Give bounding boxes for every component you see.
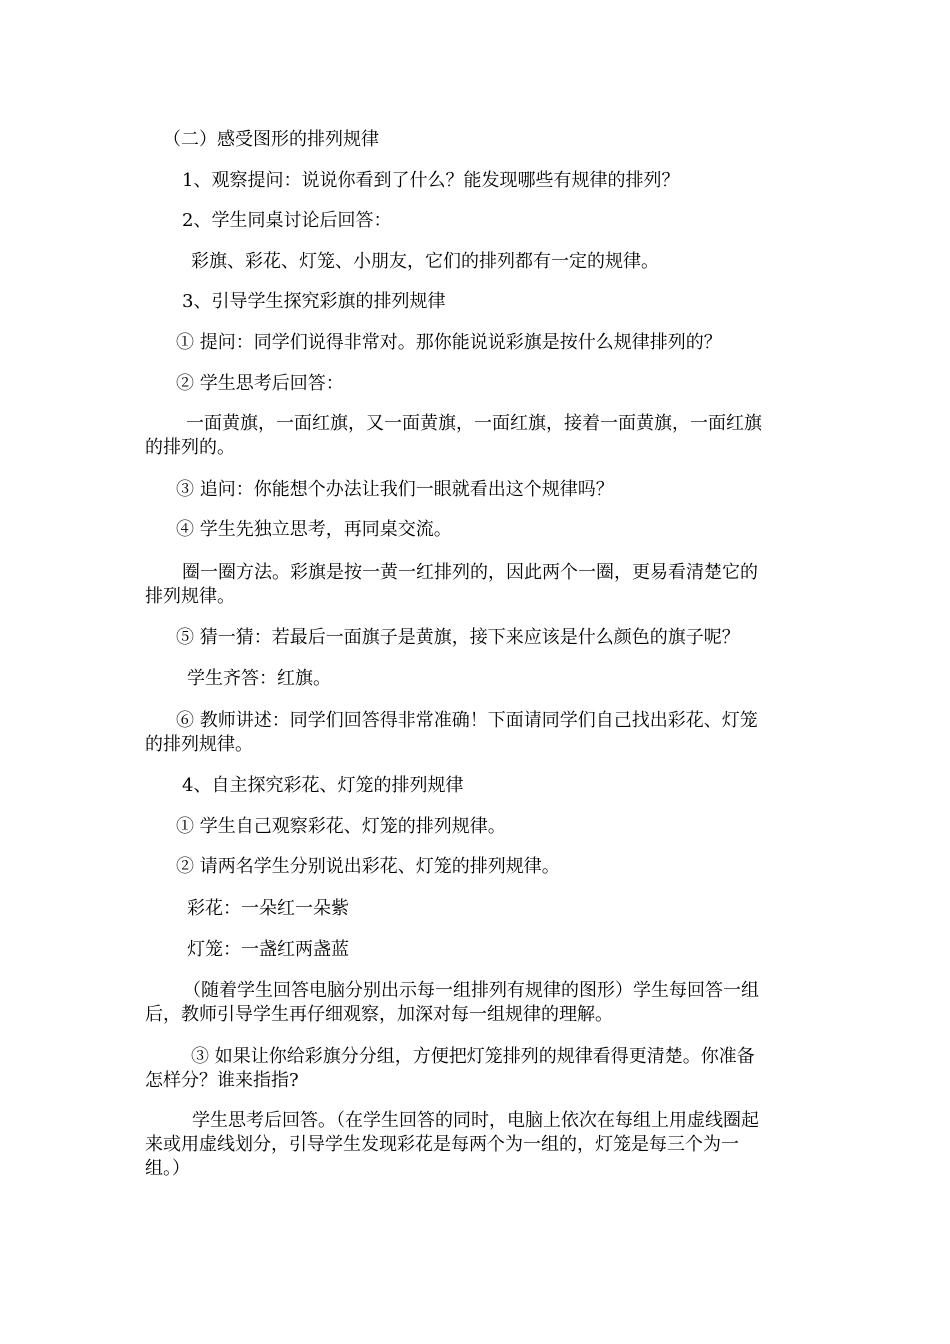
step-3-item-6 <box>145 709 810 757</box>
section-title: （二）感受图形的排列规律 <box>163 129 379 150</box>
step-4-item-3-line-2: 怎样分？谁来指指? <box>145 1070 299 1091</box>
step-4-note-line-2: 后，教师引导学生再仔细观察，加深对每一组规律的理解。 <box>145 1004 613 1025</box>
step-4-note-line-1: （随着学生回答电脑分别出示每一组排列有规律的图形）学生每回答一组 <box>183 980 759 1001</box>
step-3-answer-4-line-1: 圈一圈方法。彩旗是按一黄一红排列的，因此两个一圈，更易看清楚它的 <box>182 562 758 583</box>
step-3-answer-4 <box>145 561 810 609</box>
step-4-item-3-line-1: ③ 如果让你给彩旗分分组，方便把灯笼排列的规律看得更清楚。你准备 <box>191 1046 755 1067</box>
step-3-item-6-line-1: ⑥ 教师讲述：同学们回答得非常准确！下面请同学们自己找出彩花、灯笼 <box>176 710 758 731</box>
step-4-final-line-3: 组。） <box>145 1158 190 1179</box>
step-3-item-5: ⑤ 猜一猜：若最后一面旗子是黄旗，接下来应该是什么颜色的旗子呢？ <box>176 627 740 648</box>
step-3-item-3: ③ 追问：你能想个办法让我们一眼就看出这个规律吗？ <box>176 479 614 500</box>
step-4-item-2: ② 请两名学生分别说出彩花、灯笼的排列规律。 <box>176 856 560 877</box>
step-3-item-4: ④ 学生先独立思考，再同桌交流。 <box>176 519 452 540</box>
step-3-item-2: ② 学生思考后回答： <box>176 373 344 394</box>
step-2-answer: 彩旗、彩花、灯笼、小朋友，它们的排列都有一定的规律。 <box>191 251 659 272</box>
step-3-answer-2-line-1: 一面黄旗，一面红旗，又一面黄旗，一面红旗，接着一面黄旗，一面红旗 <box>186 413 762 434</box>
step-3-item-6-line-2: 的排列规律。 <box>145 734 253 755</box>
step-1-question: 1、观察提问：说说你看到了什么？能发现哪些有规律的排列？ <box>182 170 680 191</box>
flower-pattern: 彩花：一朵红一朵紫 <box>187 898 349 919</box>
step-4-item-1: ① 学生自己观察彩花、灯笼的排列规律。 <box>176 816 506 837</box>
step-2-heading: 2、学生同桌讨论后回答： <box>182 210 392 231</box>
step-4-note <box>145 979 810 1027</box>
step-4-item-3 <box>145 1045 810 1093</box>
step-3-answer-4-line-2: 排列规律。 <box>145 586 235 607</box>
step-4-final-line-1: 学生思考后回答。（在学生回答的同时，电脑上依次在每组上用虚线圈起 <box>192 1110 759 1131</box>
step-3-item-1: ① 提问：同学们说得非常对。那你能说说彩旗是按什么规律排列的？ <box>176 332 722 353</box>
step-4-final-answer <box>145 1109 810 1181</box>
step-3-heading: 3、引导学生探究彩旗的排列规律 <box>182 291 446 312</box>
step-4-heading: 4、自主探究彩花、灯笼的排列规律 <box>182 775 464 796</box>
step-3-answer-5: 学生齐答：红旗。 <box>187 668 331 689</box>
step-3-answer-2-line-2: 的排列的。 <box>145 437 235 458</box>
lantern-pattern: 灯笼：一盏红两盏蓝 <box>187 939 349 960</box>
step-3-answer-2 <box>145 412 810 460</box>
step-4-final-line-2: 来或用虚线划分，引导学生发现彩花是每两个为一组的，灯笼是每三个为一 <box>145 1134 739 1155</box>
